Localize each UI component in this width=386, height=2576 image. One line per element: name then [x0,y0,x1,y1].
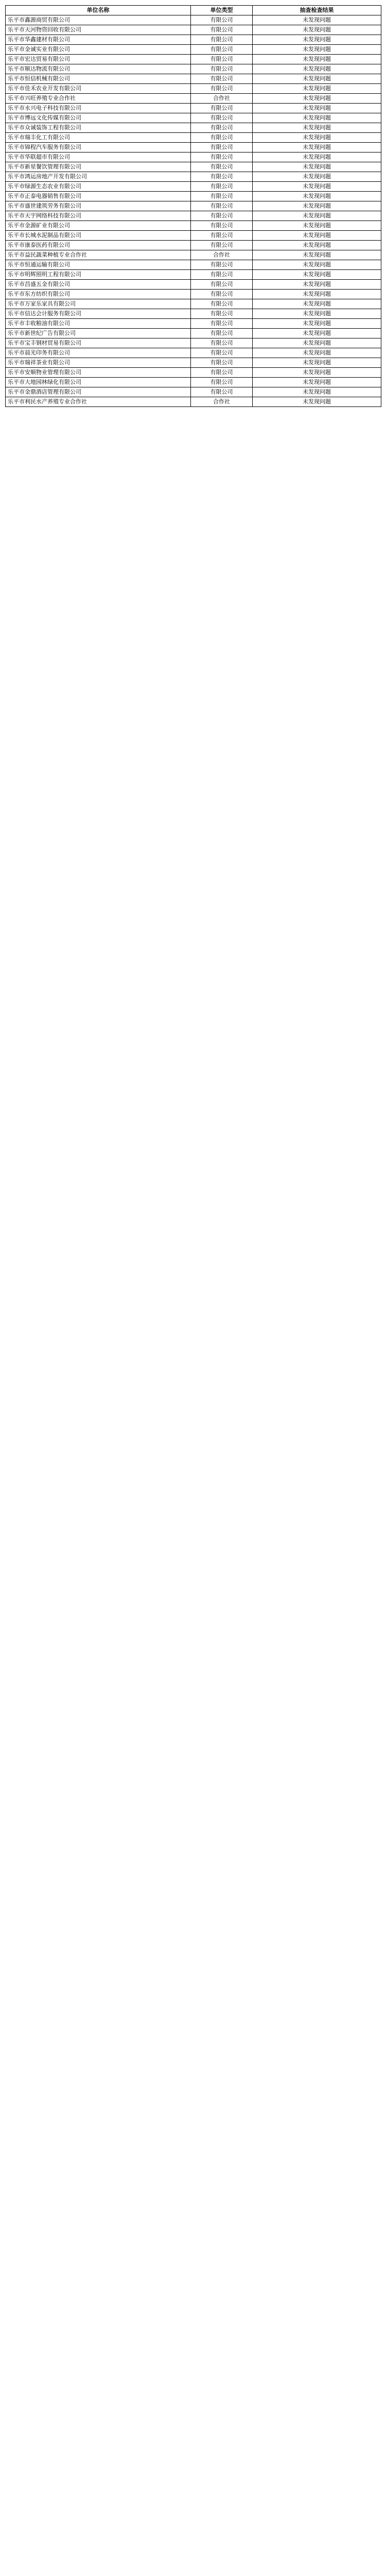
check-result-cell: 未发现问题 [253,250,381,260]
unit-name-cell: 乐平市瑞丰化工有限公司 [6,133,191,143]
unit-name-cell: 乐平市鑫源商贸有限公司 [6,15,191,25]
table-row [6,290,381,299]
unit-name-cell: 乐平市兴旺养殖专业合作社 [6,94,191,104]
unit-name-cell: 乐平市东方纺织有限公司 [6,290,191,299]
table-row [6,192,381,201]
table-row [6,123,381,133]
check-result-cell: 未发现问题 [253,123,381,133]
check-result-cell: 未发现问题 [253,241,381,250]
check-result-cell: 未发现问题 [253,211,381,221]
unit-type-cell: 有限公司 [191,319,253,329]
unit-name-cell: 乐平市大地园林绿化有限公司 [6,378,191,387]
table-row [6,113,381,123]
table-row [6,143,381,152]
table-row [6,182,381,192]
table-row [6,329,381,338]
unit-type-cell: 有限公司 [191,84,253,94]
table-row [6,309,381,319]
unit-name-cell: 乐平市博远文化传媒有限公司 [6,113,191,123]
unit-type-cell: 合作社 [191,250,253,260]
check-result-cell: 未发现问题 [253,182,381,192]
unit-name-cell: 乐平市昌盛五金有限公司 [6,280,191,290]
table-row [6,397,381,407]
unit-type-cell: 有限公司 [191,64,253,74]
unit-type-cell: 合作社 [191,397,253,407]
table-row [6,260,381,270]
unit-type-cell: 有限公司 [191,387,253,397]
unit-name-cell: 乐平市宝丰钢材贸易有限公司 [6,338,191,348]
check-result-cell: 未发现问题 [253,387,381,397]
table-row [6,280,381,290]
table-row [6,358,381,368]
table-row [6,201,381,211]
unit-name-cell: 乐平市丰收粮油有限公司 [6,319,191,329]
unit-name-cell: 乐平市新星餐饮管理有限公司 [6,162,191,172]
unit-type-cell: 有限公司 [191,45,253,55]
unit-type-cell: 有限公司 [191,152,253,162]
table-row [6,64,381,74]
unit-name-cell: 乐平市顺达物流有限公司 [6,64,191,74]
table-row [6,387,381,397]
check-result-cell: 未发现问题 [253,358,381,368]
check-result-cell: 未发现问题 [253,231,381,241]
unit-type-cell: 有限公司 [191,172,253,182]
check-result-cell: 未发现问题 [253,201,381,211]
unit-type-cell: 有限公司 [191,221,253,231]
unit-type-cell: 合作社 [191,94,253,104]
unit-type-cell: 有限公司 [191,290,253,299]
check-result-cell: 未发现问题 [253,172,381,182]
unit-type-cell: 有限公司 [191,15,253,25]
check-result-cell: 未发现问题 [253,162,381,172]
table-row [6,299,381,309]
unit-type-cell: 有限公司 [191,143,253,152]
unit-type-cell: 有限公司 [191,211,253,221]
unit-name-cell: 乐平市长城水泥制品有限公司 [6,231,191,241]
column-header-unit-name: 单位名称 [6,6,191,15]
unit-name-cell: 乐平市金鼎酒店管理有限公司 [6,387,191,397]
table-row [6,55,381,64]
unit-type-cell: 有限公司 [191,358,253,368]
table-row [6,211,381,221]
check-result-cell: 未发现问题 [253,280,381,290]
unit-name-cell: 乐平市新世纪广告有限公司 [6,329,191,338]
unit-type-cell: 有限公司 [191,123,253,133]
table-header-row [6,6,381,15]
check-result-cell: 未发现问题 [253,260,381,270]
table-row [6,348,381,358]
table-row [6,25,381,35]
table-row [6,319,381,329]
unit-type-cell: 有限公司 [191,309,253,319]
unit-type-cell: 有限公司 [191,260,253,270]
table-row [6,152,381,162]
unit-name-cell: 乐平市瑞祥茶业有限公司 [6,358,191,368]
unit-type-cell: 有限公司 [191,74,253,84]
check-result-cell: 未发现问题 [253,94,381,104]
unit-name-cell: 乐平市万家乐家具有限公司 [6,299,191,309]
check-result-cell: 未发现问题 [253,113,381,123]
unit-name-cell: 乐平市金源矿业有限公司 [6,221,191,231]
table-row [6,368,381,378]
check-result-cell: 未发现问题 [253,309,381,319]
unit-type-cell: 有限公司 [191,368,253,378]
check-result-cell: 未发现问题 [253,378,381,387]
unit-name-cell: 乐平市正泰电器销售有限公司 [6,192,191,201]
table-row [6,241,381,250]
table-row [6,172,381,182]
check-result-cell: 未发现问题 [253,143,381,152]
unit-name-cell: 乐平市盛世建筑劳务有限公司 [6,201,191,211]
unit-type-cell: 有限公司 [191,280,253,290]
check-result-cell: 未发现问题 [253,45,381,55]
check-result-cell: 未发现问题 [253,152,381,162]
unit-type-cell: 有限公司 [191,329,253,338]
check-result-cell: 未发现问题 [253,221,381,231]
table-row [6,35,381,45]
table-row [6,162,381,172]
check-result-cell: 未发现问题 [253,329,381,338]
unit-name-cell: 乐平市利民水产养殖专业合作社 [6,397,191,407]
unit-name-cell: 乐平市信达会计服务有限公司 [6,309,191,319]
table-row [6,94,381,104]
check-result-cell: 未发现问题 [253,133,381,143]
inspection-results-table [5,5,381,407]
column-header-check-result: 抽查检查结果 [253,6,381,15]
table-row [6,104,381,113]
unit-name-cell: 乐平市益民蔬菜种植专业合作社 [6,250,191,260]
unit-name-cell: 乐平市安顺物业管理有限公司 [6,368,191,378]
unit-type-cell: 有限公司 [191,270,253,280]
unit-type-cell: 有限公司 [191,25,253,35]
check-result-cell: 未发现问题 [253,84,381,94]
unit-name-cell: 乐平市明辉照明工程有限公司 [6,270,191,280]
table-row [6,231,381,241]
check-result-cell: 未发现问题 [253,192,381,201]
unit-type-cell: 有限公司 [191,338,253,348]
check-result-cell: 未发现问题 [253,270,381,280]
unit-type-cell: 有限公司 [191,231,253,241]
check-result-cell: 未发现问题 [253,104,381,113]
unit-name-cell: 乐平市恒通运输有限公司 [6,260,191,270]
unit-name-cell: 乐平市天河物资回收有限公司 [6,25,191,35]
table-row [6,221,381,231]
unit-type-cell: 有限公司 [191,35,253,45]
unit-type-cell: 有限公司 [191,192,253,201]
unit-name-cell: 乐平市绿源生态农业有限公司 [6,182,191,192]
check-result-cell: 未发现问题 [253,319,381,329]
check-result-cell: 未发现问题 [253,15,381,25]
unit-name-cell: 乐平市华鑫建材有限公司 [6,35,191,45]
unit-name-cell: 乐平市康泰医药有限公司 [6,241,191,250]
unit-type-cell: 有限公司 [191,113,253,123]
unit-name-cell: 乐平市永兴电子科技有限公司 [6,104,191,113]
check-result-cell: 未发现问题 [253,25,381,35]
unit-name-cell: 乐平市恒信机械有限公司 [6,74,191,84]
unit-type-cell: 有限公司 [191,55,253,64]
unit-type-cell: 有限公司 [191,378,253,387]
unit-type-cell: 有限公司 [191,182,253,192]
table-row [6,270,381,280]
unit-name-cell: 乐平市众诚装饰工程有限公司 [6,123,191,133]
unit-type-cell: 有限公司 [191,348,253,358]
check-result-cell: 未发现问题 [253,348,381,358]
unit-type-cell: 有限公司 [191,162,253,172]
check-result-cell: 未发现问题 [253,74,381,84]
unit-name-cell: 乐平市佳禾农业开发有限公司 [6,84,191,94]
table-row [6,74,381,84]
check-result-cell: 未发现问题 [253,35,381,45]
unit-name-cell: 乐平市晨光印务有限公司 [6,348,191,358]
unit-name-cell: 乐平市宏达贸易有限公司 [6,55,191,64]
unit-type-cell: 有限公司 [191,299,253,309]
check-result-cell: 未发现问题 [253,397,381,407]
unit-name-cell: 乐平市锦程汽车服务有限公司 [6,143,191,152]
check-result-cell: 未发现问题 [253,299,381,309]
unit-type-cell: 有限公司 [191,201,253,211]
table-row [6,45,381,55]
column-header-unit-type: 单位类型 [191,6,253,15]
table-row [6,250,381,260]
unit-name-cell: 乐平市金诚实业有限公司 [6,45,191,55]
unit-name-cell: 乐平市天宇网络科技有限公司 [6,211,191,221]
unit-type-cell: 有限公司 [191,241,253,250]
check-result-cell: 未发现问题 [253,64,381,74]
unit-type-cell: 有限公司 [191,133,253,143]
check-result-cell: 未发现问题 [253,338,381,348]
table-row [6,15,381,25]
unit-type-cell: 有限公司 [191,104,253,113]
check-result-cell: 未发现问题 [253,290,381,299]
check-result-cell: 未发现问题 [253,55,381,64]
check-result-cell: 未发现问题 [253,368,381,378]
table-row [6,338,381,348]
table-row [6,133,381,143]
table-row [6,378,381,387]
unit-name-cell: 乐平市华联超市有限公司 [6,152,191,162]
table-row [6,84,381,94]
unit-name-cell: 乐平市鸿运房地产开发有限公司 [6,172,191,182]
